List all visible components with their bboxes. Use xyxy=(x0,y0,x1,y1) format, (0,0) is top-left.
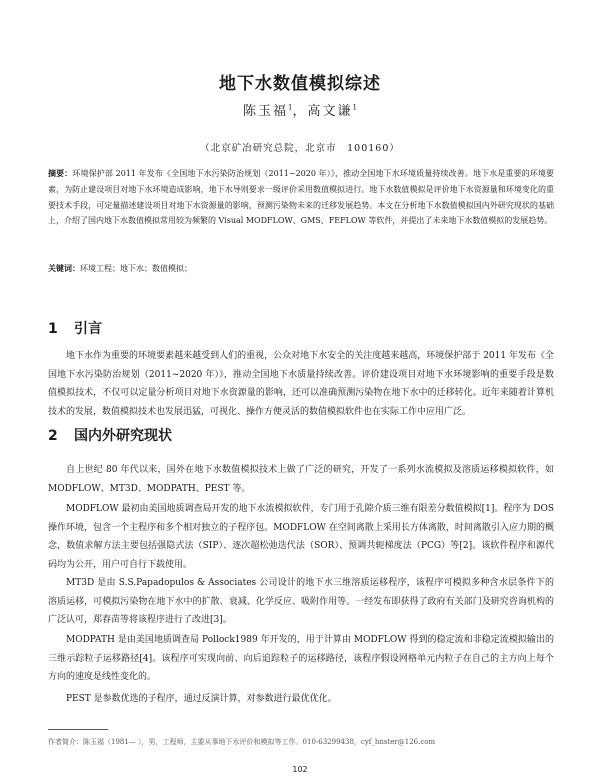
body-paragraph: 自上世纪 80 年代以来，国外在地下水数值模拟技术上做了广泛的研究，开发了一系列水流模拟及溶质运移模拟软件，如 MODFLOW、MT3D、MODPATH、PEST 等。 xyxy=(48,465,554,494)
keywords xyxy=(48,263,554,274)
author-affiliation-mark: 1 xyxy=(288,103,293,112)
abstract-label: 摘要： xyxy=(48,168,73,178)
section-title: 国内外研究现状 xyxy=(74,428,172,444)
keywords-label: 关键词： xyxy=(48,263,80,273)
footnote-divider xyxy=(48,729,108,730)
body-paragraph: MT3D 是由 S.S.Papadopulos & Associates 公司设计的地下水三维溶质运移程序，该程序可模拟多种含水层条件下的溶质运移，可模拟污染物在地下水中的扩散、衰减、化学反应、吸附作用等。一经发布即获得了政府有关部门及研究咨询机构的广泛认可，郑春苗等将该程序进行了改进[3]。 xyxy=(48,578,554,625)
affiliation: （北京矿冶研究总院，北京市 100160） xyxy=(200,143,400,154)
section-number: 1 xyxy=(48,321,58,337)
body-paragraph: PEST 是参数优选的子程序，通过反演计算，对参数进行最优优化。 xyxy=(66,694,337,704)
author-line xyxy=(0,100,600,119)
author-name: 陈玉福 xyxy=(243,104,289,119)
paper-title: 地下水数值模拟综述 xyxy=(219,74,381,95)
author-separator: ， xyxy=(292,104,308,119)
section-heading-research-status xyxy=(48,425,172,445)
body-paragraph: 地下水作为重要的环境要素越来越受到人们的重视，公众对地下水安全的关注度越来越高，环境保护部于 2011 年发布《全国地下水污染防治规划（2011~2020 年）》，推动全国地下水质量持续改善。评价建设项目对地下水环境影响的重要手段是数值模拟技术，不仅可以定量分析项目对地下水资源量的影响，还可以准确预测污染物在地下水中的迁移转化。近年来随着计算机技术的发展，数值模拟技术也发展迅猛，可视化、操作方便灵活的数值模拟软件也在实际工作中应用广泛。 xyxy=(48,351,554,417)
page-number: 102 xyxy=(292,765,308,774)
author-footnote: 作者简介：陈玉福（1981— ），男，工程师，主要从事地下水评价和模拟等工作。010-63299438，cyf_hnster@126.com xyxy=(48,738,436,746)
abstract xyxy=(48,166,554,229)
author-name: 高文谦 xyxy=(307,104,353,119)
section-heading-introduction xyxy=(48,318,102,338)
author-affiliation-mark: 1 xyxy=(352,103,357,112)
keywords-text: 环境工程；地下水；数值模拟； xyxy=(80,264,192,273)
abstract-text: 环境保护部 2011 年发布《全国地下水污染防治规划（2011~2020 年）》，推动全国地下水环境质量持续改善。地下水是重要的环境要素，为防止建设项目对地下水环境造成影响，地下水导则要求一级评价采用数值模拟进行。地下水数值模拟是评价地下水资源量和环境变化的重要技术手段，可定量描述建设项目对地下水资源量的影响，预测污染物未来的迁移发展趋势。本文在分析地下水数值模拟国内外研究现状的基础上，介绍了国内地下水数值模拟常用较为频繁的 Visual MODFLOW、GMS、FEFLOW 等软件，并提出了未来地下水数值模拟的发展趋势。 xyxy=(48,169,555,226)
section-title: 引言 xyxy=(74,321,102,337)
body-paragraph: MODFLOW 最初由美国地质调查局开发的地下水流模拟软件，专门用于孔隙介质三维有限差分数值模拟[1]。程序为 DOS 操作环境，包含一个主程序和多个相对独立的子程序包。MODFLOW 在空间离散上采用长方体离散，时间离散引入应力期的概念，数值求解方法主要包括强隐式法（SIP）、逐次超松弛迭代法（SOR）、预调共轭梯度法（PCG）等[2]。该软件程序和源代码均为公开，用户可自行下载使用。 xyxy=(48,504,554,570)
body-paragraph: MODPATH 是由美国地质调查局 Pollock1989 年开发的，用于计算由 MODFLOW 得到的稳定流和非稳定流模拟输出的三维示踪粒子运移路径[4]。该程序可实现向前、向后追踪粒子的运移路径，该程序假设网格单元内粒子在自己的主方向上每个方向的速度是线性变化的。 xyxy=(48,635,554,682)
section-number: 2 xyxy=(48,428,58,444)
